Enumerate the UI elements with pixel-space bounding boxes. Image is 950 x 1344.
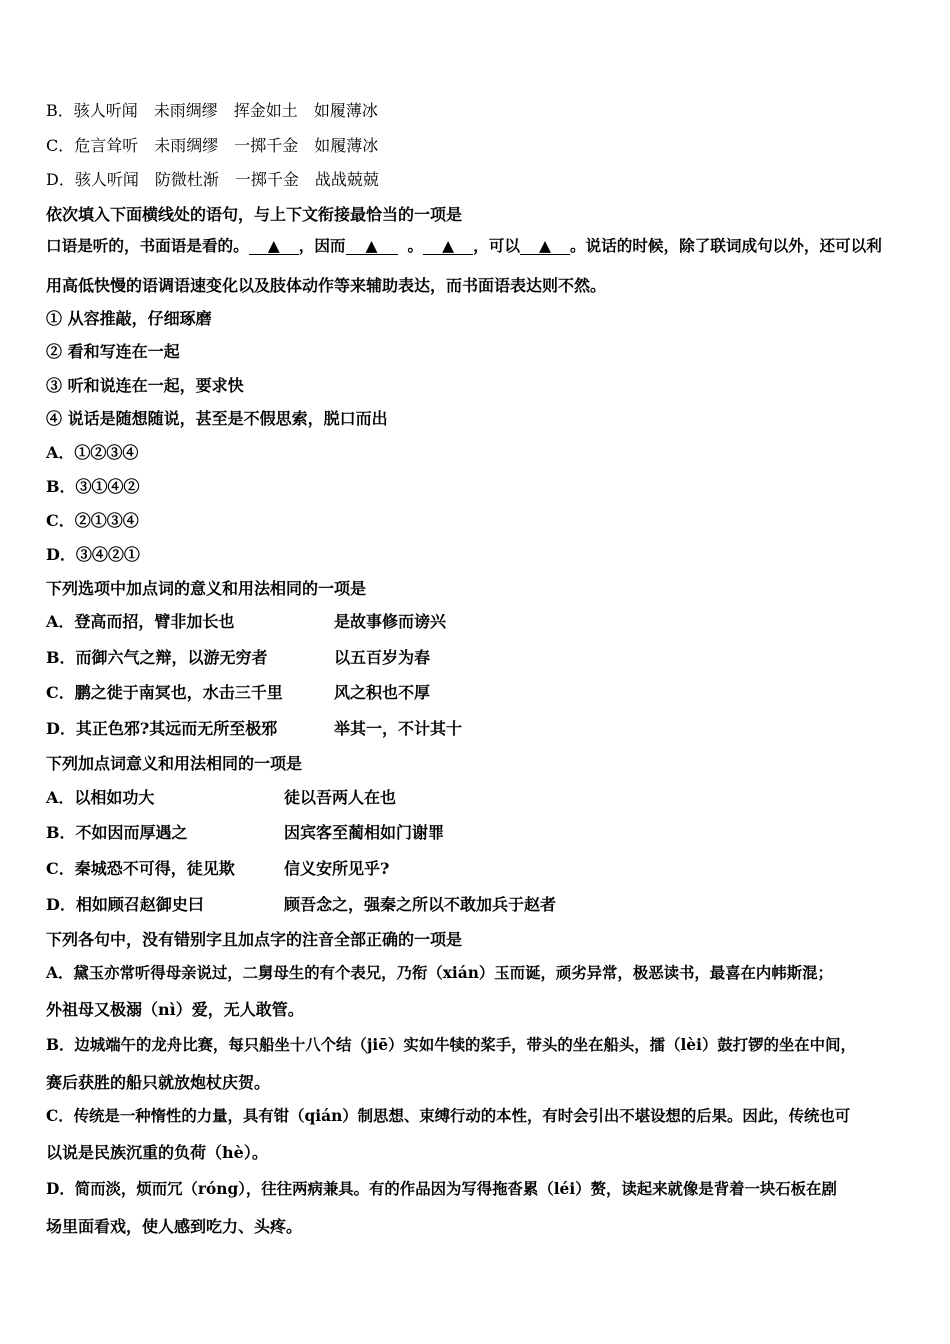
chengyu-option-c: C．危言耸听 未雨绸缪 一掷千金 如履薄冰 [46,136,379,155]
blank-3: ▲ [423,237,473,255]
pinyin-option-d-line2: 场里面看戏，使人感到吃力、头疼。 [46,1217,303,1236]
fill-option-a: A．①②③④ [46,443,139,462]
dotted1-option-c-right: 风之积也不厚 [334,683,431,702]
pinyin-option-c-line2: 以说是民族沉重的负荷（hè）。 [46,1143,268,1162]
dotted2-option-b: B．不如因而厚遇之 [46,823,188,842]
dotted1-option-a: A．登高而招，臂非加长也 [46,612,235,631]
dotted1-option-c: C．鹏之徙于南冥也，水击三千里 [46,683,283,702]
fill-passage-line2: 用高低快慢的语调语速变化以及肢体动作等来辅助表达，而书面语表达则不然。 [46,276,607,295]
dotted2-option-a-right: 徒以吾两人在也 [284,788,397,807]
fill-option-c: C．②①③④ [46,511,139,530]
fill-question-stem: 依次填入下面横线处的语句，与上下文衔接最恰当的一项是 [46,205,463,224]
statement-2: ② 看和写连在一起 [46,342,180,361]
dotted2-stem: 下列加点词意义和用法相同的一项是 [46,754,303,773]
statement-4: ④ 说话是随想随说，甚至是不假思索，脱口而出 [46,409,388,428]
dotted2-option-a: A．以相如功大 [46,788,155,807]
chengyu-option-d: D．骇人听闻 防微杜渐 一掷千金 战战兢兢 [46,170,379,189]
pinyin-option-a-line2: 外祖母又极溺（nì）爱，无人敢管。 [46,1000,304,1019]
dotted1-option-b: B．而御六气之辩，以游无穷者 [46,648,268,667]
pinyin-option-a-line1: A．黛玉亦常听得母亲说过，二舅母生的有个表兄，乃衔（xián）玉而诞，顽劣异常，极恶读书，最喜在内帏斯混； [46,964,833,982]
dotted2-option-d: D．相如顾召赵御史曰 [46,895,204,914]
dotted2-option-d-right: 顾吾念之，强秦之所以不敢加兵于赵者 [284,895,557,914]
blank-1: ▲ [249,237,299,255]
statement-1: ① 从容推敲，仔细琢磨 [46,309,212,328]
pinyin-option-b-line1: B．边城端午的龙舟比赛，每只船坐十八个结（jiē）实如牛犊的桨手，带头的坐在船头，擂（lèi）鼓打锣的坐在中间， [46,1036,856,1054]
fill-option-d: D．③④②① [46,545,140,564]
chengyu-option-b: B．骇人听闻 未雨绸缪 挥金如土 如履薄冰 [46,101,378,120]
pinyin-stem: 下列各句中，没有错别字且加点字的注音全部正确的一项是 [46,930,463,949]
dotted2-option-c-right: 信义安所见乎? [284,859,390,878]
dotted1-option-b-right: 以五百岁为春 [334,648,431,667]
dotted1-stem: 下列选项中加点词的意义和用法相同的一项是 [46,579,367,598]
fill-passage-line1: 口语是听的，书面语是看的。 ▲ ，因而 ▲ 。 ▲ ，可以 ▲ 。说话的时候，除了联词成句以外，还可以利 [46,236,882,255]
pinyin-option-b-line2: 赛后获胜的船只就放炮杖庆贺。 [46,1073,271,1092]
dotted1-option-a-right: 是故事修而谤兴 [334,612,447,631]
fill-option-b: B．③①④② [46,477,140,496]
blank-2: ▲ [346,237,398,255]
blank-4: ▲ [520,237,570,255]
pinyin-option-c-line1: C．传统是一种惰性的力量，具有钳（qián）制思想、束缚行动的本性，有时会引出不堪设想的后果。因此，传统也可 [46,1107,851,1125]
statement-3: ③ 听和说连在一起，要求快 [46,376,244,395]
dotted1-option-d: D．其正色邪?其远而无所至极邪 [46,719,278,738]
pinyin-option-d-line1: D．简而淡，烦而冗（róng），往往两病兼具。有的作品因为写得拖沓累（léi）赘，读起来就像是背着一块石板在剧 [46,1180,837,1198]
dotted1-option-d-right: 举其一，不计其十 [334,719,463,738]
dotted2-option-b-right: 因宾客至蔺相如门谢罪 [284,823,445,842]
dotted2-option-c: C．秦城恐不可得，徒见欺 [46,859,235,878]
